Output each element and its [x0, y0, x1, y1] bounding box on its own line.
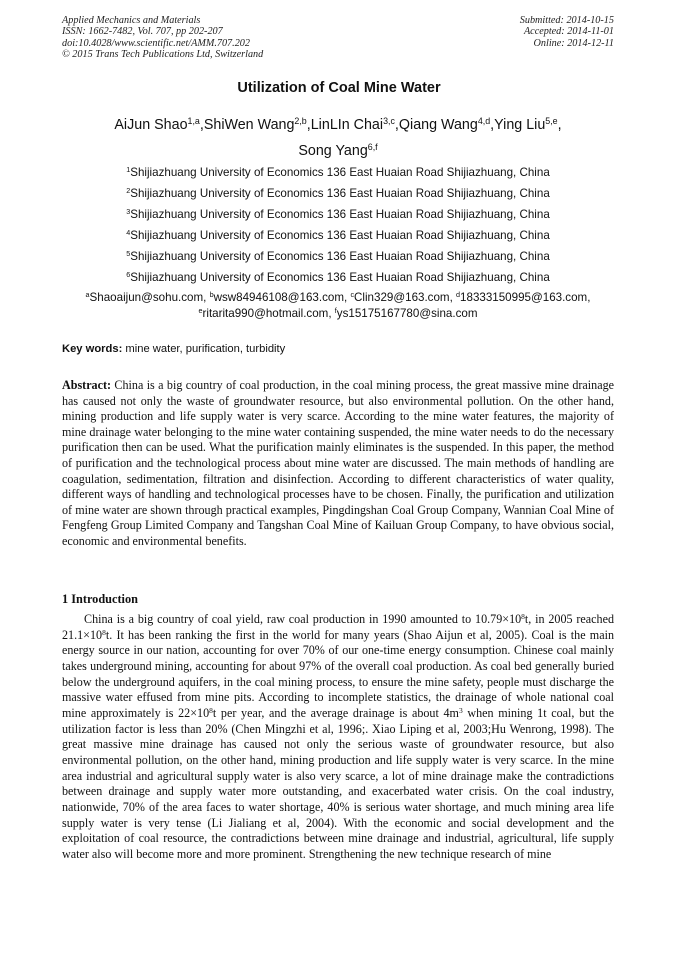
affiliation-sup: 3: [126, 207, 131, 217]
author-sup: 1,a: [187, 116, 200, 127]
author-name: Ying Liu: [494, 117, 546, 133]
email-list: $^a$Shaoaijun@sohu.com, $^b$wsw84946108@163.com, $^c$Clin329@163.com, $^d$18333150995@163.com, $^e$ritarita990@hotmail.com, $^f$ys15175167780@sina.com: [85, 290, 591, 320]
affiliation-line: [62, 183, 614, 204]
email-sup: b: [209, 290, 214, 300]
author-name: Song Yang: [298, 143, 368, 159]
affiliation-text: Shijiazhuang University of Economics 136 East Huaian Road Shijiazhuang, China: [130, 187, 550, 201]
email-link[interactable]: Clin329@163.com: [354, 291, 450, 304]
journal-header: [62, 15, 263, 61]
keywords: [62, 343, 285, 355]
affiliation-text: Shijiazhuang University of Economics 136 East Huaian Road Shijiazhuang, China: [130, 271, 550, 285]
author-sup: 5,e: [545, 116, 558, 127]
submitted-date: Submitted: 2014-10-15: [519, 15, 614, 26]
accepted-date: Accepted: 2014-11-01: [523, 26, 614, 38]
journal-name: Applied Mechanics and Materials: [62, 15, 201, 26]
email-sup: e: [198, 305, 203, 315]
intro-text: when mining 1t coal, but the utilization factor is less than 20% (Chen Mingzhi et al, 1996;. Xiao Liping et al, 2003;Hu Wenrong, 1998). The great massive mine drainage has caused not only the serious waste of groundwater resource, but also environmental pollution, on the other hand, mining production and life supply water is very scarce. In the mine area industrial and agricultural supply water is also very scarce, a lot of mine drainage make the contradictions between drainage and supply water more outstanding, and exacerbated water crisis. On the coal industry, nationwide, 70% of the area faces to water shortage, 40% is serious water shortage, and much mining area life supply water is very tense (Li Jialiang et al, 2004). With the economic and social development and the exploitation of coal resource, the contradictions between mine drainage and industrial, agricultural, life supply water also will become more and more prominent. Strengthening the new technique research of mine: [62, 705, 615, 861]
affiliation-text: Shijiazhuang University of Economics 136 East Huaian Road Shijiazhuang, China: [130, 229, 550, 243]
issn-line: ISSN: 1662-7482, Vol. 707, pp 202-207: [62, 26, 223, 38]
author-sup: 3,c: [383, 116, 395, 127]
author-name: AiJun Shao: [114, 117, 188, 133]
online-date: Online: 2014-12-11: [533, 37, 614, 49]
email-link[interactable]: wsw84946108@163.com: [213, 291, 344, 304]
keywords-label: Key words:: [62, 343, 123, 355]
intro-text: t. It has been ranking the first in the world for many years (Shao Aijun et al, 2005). Coal is the main energy source in our nation, accounting for over 70% of our one-time energy consumption. Chinese coal mainly takes underground mining, accounting for about 97% of the overall coal production. As coal bed generally buried below the underground aquifers, in the coal mining process, to ensure the mine safety, people must discharge the massive water effused from mine pits. According to incomplete statistics, the drainage of whole national coal mine approximately is 22×10: [62, 627, 614, 720]
email-sup: a: [85, 290, 90, 300]
email-sup: c: [350, 290, 355, 300]
copyright-line: © 2015 Trans Tech Publications Ltd, Switzerland: [62, 49, 264, 61]
intro-text: China is a big country of coal yield, raw coal production in 1990 amounted to 10.79×10: [84, 612, 522, 626]
author-sup: 6,f: [367, 142, 378, 153]
intro-text: t, in 2005 reached 21.1×10: [62, 612, 614, 642]
affiliation-sup: 1: [126, 165, 131, 175]
affiliation-text: Shijiazhuang University of Economics 136 East Huaian Road Shijiazhuang, China: [130, 250, 550, 264]
abstract: [62, 378, 614, 550]
affiliation-sup: 2: [126, 186, 131, 196]
affiliation-line: [62, 225, 614, 246]
abstract-text: China is a big country of coal production, in the coal mining process, the great massive mine drainage has caused not only the waste of groundwater resource, but also environmental pollution. On the other hand, mining production and life supply water is very scarce. According to the mine water features, the majority of mine drainage water belonging to the mine water containing suspended, the mine water needs to do the necessary purification then can be used. What the purification mainly eliminates is the suspended. In this paper, the method of purification and the technological process about mine water are discussed. The main methods of handling are coagulation, sedimentation, filtration and disinfection. According to different characteristics of water quality, different ways of handling and technological processes have to be chosen. Finally, the purification and utilization of mine water are shown through practical examples, Pingdingshan Coal Group Company, Wannian Coal Mine of Fengfeng Group Limited Company and Tangshan Coal Mine of Kailuan Group Company, to have obvious social, economic and environmental benefits.: [62, 378, 614, 548]
email-sup: f: [334, 305, 337, 315]
author-name: ShiWen Wang: [203, 117, 295, 133]
email-link[interactable]: ys15175167780@sina.com: [336, 306, 478, 320]
email-link[interactable]: ritarita990@hotmail.com: [202, 306, 329, 320]
email-link[interactable]: 18333150995@163.com: [460, 291, 588, 304]
intro-paragraph: [62, 612, 614, 863]
section-heading: 1 Introduction: [62, 592, 138, 606]
keywords-text: mine water, purification, turbidity: [125, 343, 286, 355]
affiliation-list: [62, 162, 614, 289]
author-sup: 4,d: [477, 116, 491, 127]
exponent: 8: [521, 611, 525, 621]
dates-header: [520, 15, 614, 49]
email-link[interactable]: Shaoaijun@sohu.com: [89, 291, 204, 304]
affiliation-line: [62, 162, 614, 183]
exponent: 3: [458, 705, 463, 715]
doi-line: doi:10.4028/www.scientific.net/AMM.707.202: [62, 37, 250, 49]
author-name: LinLIn Chai: [310, 117, 384, 133]
paper-title: Utilization of Coal Mine Water: [237, 80, 441, 96]
affiliation-text: Shijiazhuang University of Economics 136 East Huaian Road Shijiazhuang, China: [130, 166, 550, 179]
affiliation-line: [62, 204, 614, 225]
author-sup: 2,b: [294, 116, 307, 127]
intro-text: t per year, and the average drainage is about 4m: [212, 705, 459, 720]
affiliation-line: [62, 267, 614, 288]
affiliation-text: Shijiazhuang University of Economics 136 East Huaian Road Shijiazhuang, China: [130, 208, 550, 222]
affiliation-line: [62, 246, 614, 267]
email-sup: d: [456, 290, 461, 300]
abstract-label: Abstract:: [62, 378, 112, 392]
affiliation-sup: 4: [126, 228, 131, 238]
affiliation-sup: 5: [126, 249, 131, 259]
author-list: AiJun Shao$^{1,a}$,ShiWen Wang$^{2,b}$,LinLIn Chai$^{3,c}$,Qiang Wang$^{4,d}$,Ying Liu$^{5,e}$, Song Yang$^{6,f}$: [114, 116, 562, 159]
affiliation-sup: 6: [126, 270, 131, 280]
exponent: 8: [209, 705, 213, 715]
author-name: Qiang Wang: [398, 117, 478, 133]
exponent: 8: [102, 627, 106, 637]
